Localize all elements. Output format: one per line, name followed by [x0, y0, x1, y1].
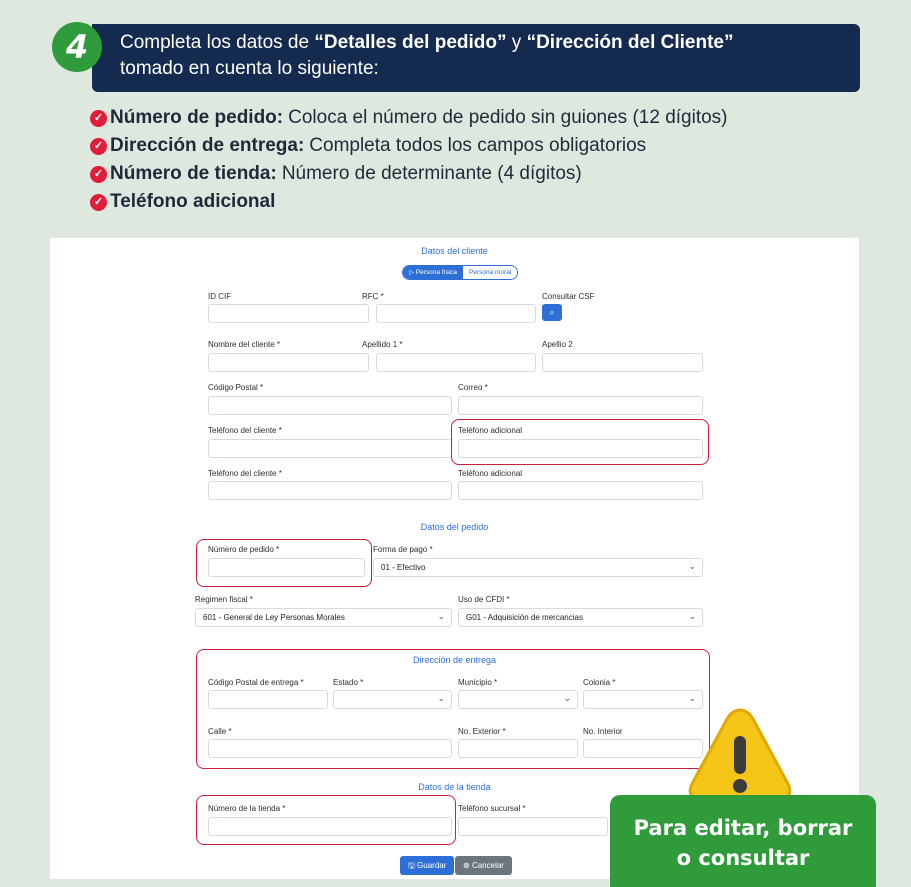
- rule-text: Coloca el número de pedido sin guiones (12 dígitos): [288, 107, 728, 128]
- calle-label: Calle *: [208, 727, 232, 736]
- cp-entrega-input[interactable]: [208, 690, 328, 709]
- id-cif-input[interactable]: [208, 304, 369, 323]
- calle-input[interactable]: [208, 739, 452, 758]
- no-exterior-input[interactable]: [458, 739, 578, 758]
- section-title-client: Datos del cliente: [421, 246, 488, 256]
- uso-cfdi-value: G01 - Adquisición de mercancias: [466, 613, 583, 622]
- step-number-badge: 4: [52, 22, 102, 72]
- apellido2-label: Apellio 2: [542, 340, 573, 349]
- cp-input[interactable]: [208, 396, 452, 415]
- correo-label: Correo *: [458, 383, 488, 392]
- no-interior-label: No. Interior: [583, 727, 623, 736]
- callout-line1: Para editar, borrar: [633, 816, 853, 840]
- estado-select[interactable]: [333, 690, 452, 709]
- id-cif-label: ID CIF: [208, 292, 232, 301]
- rule-bold: Número de tienda:: [110, 163, 277, 184]
- step-bold-order-details: “Detalles del pedido”: [314, 32, 507, 53]
- consultar-csf-button[interactable]: ⌕: [542, 304, 562, 321]
- check-icon: ✓: [90, 110, 107, 127]
- save-button[interactable]: 🖫 Guardar: [400, 856, 454, 875]
- rfc-input[interactable]: [376, 304, 536, 323]
- regimen-label: Regimen fiscal *: [195, 595, 253, 604]
- warning-icon: [684, 704, 796, 808]
- highlight-tel-adicional: [451, 419, 709, 465]
- edit-delete-consult-callout: [610, 795, 876, 887]
- forma-pago-select[interactable]: [373, 558, 703, 577]
- toggle-persona-fisica-label: Persona física: [415, 269, 457, 276]
- cancel-button[interactable]: ⊗ Cancelar: [455, 856, 512, 875]
- cp-label: Código Postal *: [208, 383, 264, 392]
- uso-cfdi-select[interactable]: [458, 608, 703, 627]
- tel-cliente-label: Teléfono del cliente *: [208, 426, 282, 435]
- num-tienda-label: Número de la tienda *: [208, 804, 286, 813]
- nombre-input[interactable]: [208, 353, 369, 372]
- nombre-label: Nombre del cliente *: [208, 340, 281, 349]
- correo-input[interactable]: [458, 396, 703, 415]
- consultar-csf-label: Consultar CSF: [542, 292, 595, 301]
- rules-list: [90, 104, 728, 216]
- step-text: [120, 30, 734, 82]
- uso-cfdi-label: Uso de CFDI *: [458, 595, 510, 604]
- tel-sucursal-label: Teléfono sucursal *: [458, 804, 526, 813]
- save-button-label: Guardar: [417, 861, 447, 870]
- person-type-toggle[interactable]: [402, 265, 518, 280]
- toggle-persona-fisica[interactable]: ▷ Persona física: [403, 266, 463, 279]
- regimen-select[interactable]: [195, 608, 452, 627]
- forma-pago-value: 01 - Efectivo: [381, 563, 426, 572]
- highlight-num-pedido: [196, 539, 372, 587]
- forma-pago-label: Forma de pago *: [373, 545, 433, 554]
- rule-text: Número de determinante (4 dígitos): [281, 163, 582, 184]
- cancel-button-label: Cancelar: [471, 861, 504, 870]
- section-title-order: Datos del pedido: [420, 522, 489, 532]
- callout-line2: o consultar: [676, 846, 810, 870]
- apellido1-input[interactable]: [376, 353, 536, 372]
- toggle-persona-moral[interactable]: Persona moral: [463, 266, 517, 279]
- cp-entrega-label: Código Postal de entrega *: [208, 678, 304, 687]
- colonia-label: Colonia *: [583, 678, 616, 687]
- check-icon: ✓: [90, 138, 107, 155]
- municipio-select[interactable]: [458, 690, 578, 709]
- tel-sucursal-input[interactable]: [458, 817, 608, 836]
- apellido1-label: Apellido 1 *: [362, 340, 403, 349]
- tel-cliente-2-input[interactable]: [208, 481, 452, 500]
- rule-bold: Número de pedido:: [110, 107, 284, 128]
- tel-adicional-label: Teléfono adicional: [458, 426, 523, 435]
- rule-bold: Dirección de entrega:: [110, 135, 305, 156]
- check-icon: ✓: [90, 166, 107, 183]
- highlight-num-tienda: [196, 795, 456, 845]
- municipio-label: Municipio *: [458, 678, 498, 687]
- check-icon: ✓: [90, 194, 107, 211]
- rule-bold: Teléfono adicional: [110, 191, 276, 212]
- rule-item: [90, 104, 728, 132]
- estado-label: Estado *: [333, 678, 364, 687]
- step-text-mid: y: [506, 32, 527, 53]
- num-pedido-label: Número de pedido *: [208, 545, 280, 554]
- step-bold-client-address: “Dirección del Cliente”: [526, 32, 734, 53]
- section-title-store: Datos de la tienda: [418, 782, 491, 792]
- rule-item: [90, 188, 728, 216]
- step-text-post: tomado en cuenta lo siguiente:: [120, 58, 379, 79]
- tel-cliente-2-label: Teléfono del cliente *: [208, 469, 282, 478]
- no-exterior-label: No. Exterior *: [458, 727, 506, 736]
- regimen-value: 601 - General de Ley Personas Morales: [203, 613, 345, 622]
- section-title-delivery: Dirección de entrega: [412, 655, 497, 665]
- tel-adicional-2-input[interactable]: [458, 481, 703, 500]
- tel-cliente-input[interactable]: [208, 439, 452, 458]
- apellido2-input[interactable]: [542, 353, 703, 372]
- step-text-pre: Completa los datos de: [120, 32, 315, 53]
- rule-item: [90, 160, 728, 188]
- tel-adicional-2-label: Teléfono adicional: [458, 469, 523, 478]
- rule-text: Completa todos los campos obligatorios: [309, 135, 647, 156]
- rule-item: [90, 132, 728, 160]
- rfc-label: RFC *: [362, 292, 384, 301]
- step-banner: [92, 24, 860, 92]
